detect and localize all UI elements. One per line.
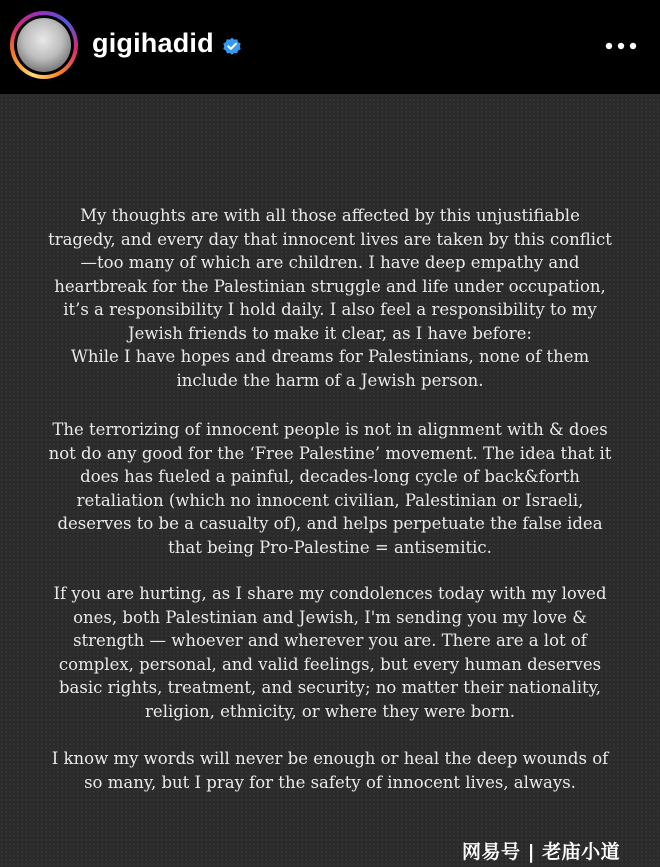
text-line: —too many of which are children. I have deep empathy and [80, 253, 580, 272]
statement-paragraph-4 [40, 747, 620, 794]
text-line: not do any good for the ‘Free Palestine’ movement. The idea that it [48, 443, 612, 463]
text-line: My thoughts are with all those affected by this unjustifiable [80, 206, 580, 225]
statement-paragraph-2 [40, 418, 620, 559]
text-line: If you are hurting, as I share my condolences today with my loved [53, 584, 607, 603]
text-line: ones, both Palestinian and Jewish, I'm sending you my love & [73, 607, 587, 627]
statement-paragraph-3 [40, 582, 620, 723]
text-line: retaliation (which no innocent civilian, Palestinian or Israeli, [76, 490, 584, 510]
text-line: that being Pro-Palestine = antisemitic. [168, 537, 492, 557]
text-line: strength — whoever and wherever you are. There are a lot of [73, 631, 587, 650]
post-header [0, 0, 660, 94]
text-line: Jewish friends to make it clear, as I have before: [128, 323, 532, 343]
watermark: 网易号 | 老庙小道 [462, 841, 621, 863]
avatar-story-ring[interactable] [10, 11, 78, 79]
text-line: basic rights, treatment, and security; no matter their nationality, [59, 678, 601, 697]
verified-badge-icon [222, 37, 242, 57]
statement-paragraph-1 [40, 204, 620, 392]
text-line: While I have hopes and dreams for Palestinians, none of them [70, 347, 590, 366]
text-line: include the harm of a Jewish person. [176, 370, 484, 390]
text-line: I know my words will never be enough or heal the deep wounds of [51, 749, 609, 768]
avatar-image [17, 18, 71, 72]
post-image [0, 94, 660, 867]
text-line: The terrorizing of innocent people is not in alignment with & does [52, 420, 608, 439]
text-line: religion, ethnicity, or where they were born. [145, 701, 515, 721]
text-line: heartbreak for the Palestinian struggle and life under occupation, [54, 276, 606, 296]
text-line: deserves to be a casualty of), and helps perpetuate the false idea [57, 514, 603, 533]
text-line: it’s a responsibility I hold daily. I also feel a responsibility to my [63, 300, 597, 319]
text-line: complex, personal, and valid feelings, but every human deserves [58, 654, 602, 674]
more-options-icon[interactable] [604, 36, 638, 56]
text-line: so many, but I pray for the safety of innocent lives, always. [84, 772, 576, 792]
username[interactable]: gigihadid [92, 28, 214, 58]
text-line: does has fueled a painful, decades-long cycle of back&forth [80, 467, 580, 486]
avatar[interactable] [14, 15, 74, 75]
text-line: tragedy, and every day that innocent lives are taken by this conflict [48, 229, 612, 249]
